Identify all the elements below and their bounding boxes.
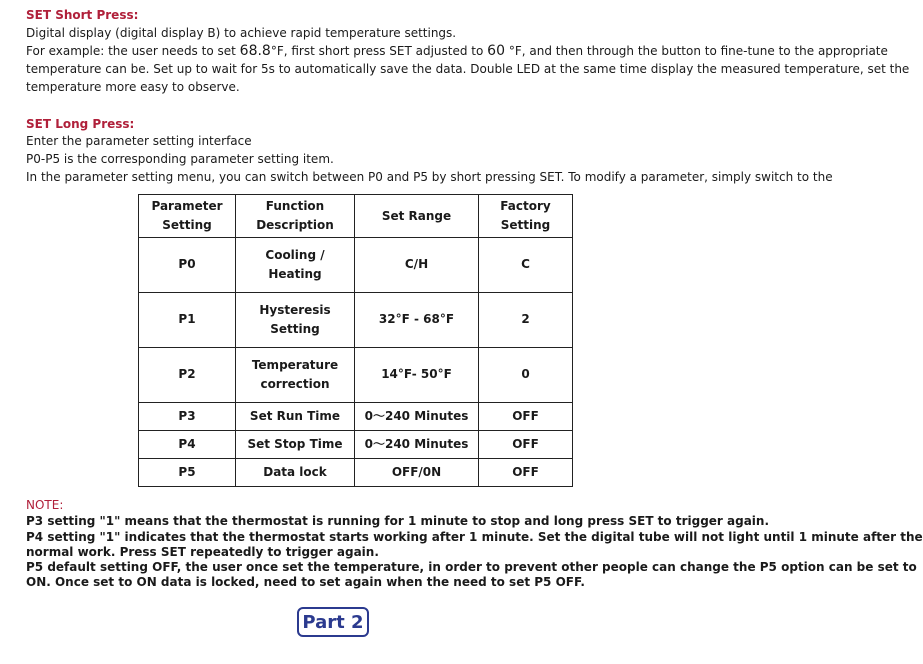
table-row [139, 238, 573, 293]
desc-cell: Cooling / Heating [236, 238, 355, 293]
param-cell: P0 [139, 238, 236, 293]
long-press-line: P0-P5 is the corresponding parameter setting item. [26, 152, 334, 166]
note-line: normal work. Press SET repeatedly to trigger again. [26, 545, 379, 559]
table-row [139, 430, 573, 458]
example-value: 68.8 [239, 43, 271, 59]
table-header-row [139, 195, 573, 238]
table-row [139, 458, 573, 486]
example-text: , first short press SET adjusted to [283, 44, 484, 58]
desc-cell: Hysteresis Setting [236, 292, 355, 347]
table-row [139, 347, 573, 402]
long-press-line: In the parameter setting menu, you can switch between P0 and P5 by short pressing SET. To modify a parameter, simply switch to the [26, 170, 833, 184]
part-2-badge: Part 2 [297, 607, 369, 637]
note-line: P5 default setting OFF, the user once set the temperature, in order to prevent other people can change the P5 option can be set to [26, 560, 917, 574]
long-press-line: Enter the parameter setting interface [26, 134, 252, 148]
factory-cell: OFF [479, 458, 573, 486]
factory-cell: 2 [479, 292, 573, 347]
short-press-example [26, 42, 888, 60]
short-press-line: Digital display (digital display B) to achieve rapid temperature settings. [26, 26, 457, 40]
table-row [139, 402, 573, 430]
example-unit: °F [508, 44, 522, 58]
range-cell: 0～240 Minutes [355, 430, 479, 458]
desc-cell: Data lock [236, 458, 355, 486]
note-line: ON. Once set to ON data is locked, need to set again when the need to set P5 OFF. [26, 575, 585, 589]
example-text: , and then through the button to fine-tune to the appropriate [521, 44, 888, 58]
header-cell: Set Range [355, 195, 479, 238]
short-press-line: temperature can be. Set up to wait for 5s to automatically save the data. Double LED at the same time display the measured temperature, set the [26, 62, 910, 76]
desc-cell: Temperature correction [236, 347, 355, 402]
range-cell: C/H [355, 238, 479, 293]
header-cell: Function Description [236, 195, 355, 238]
header-cell: Parameter Setting [139, 195, 236, 238]
range-cell: 0～240 Minutes [355, 402, 479, 430]
short-press-line: temperature more easy to observe. [26, 80, 240, 94]
table-row [139, 292, 573, 347]
long-press-heading: SET Long Press: [26, 117, 135, 131]
param-cell: P5 [139, 458, 236, 486]
param-cell: P4 [139, 430, 236, 458]
factory-cell: OFF [479, 430, 573, 458]
short-press-heading: SET Short Press: [26, 8, 139, 22]
range-cell: 32°F - 68°F [355, 292, 479, 347]
factory-cell: C [479, 238, 573, 293]
param-cell: P3 [139, 402, 236, 430]
factory-cell: OFF [479, 402, 573, 430]
note-line: P3 setting "1" means that the thermostat is running for 1 minute to stop and long press SET to trigger again. [26, 514, 770, 528]
note-heading: NOTE: [26, 498, 64, 512]
desc-cell: Set Run Time [236, 402, 355, 430]
parameter-table [138, 194, 573, 487]
range-cell: OFF/0N [355, 458, 479, 486]
example-unit: °F [270, 44, 284, 58]
header-cell: Factory Setting [479, 195, 573, 238]
example-text: For example: the user needs to set [26, 44, 236, 58]
range-cell: 14°F- 50°F [355, 347, 479, 402]
param-cell: P2 [139, 347, 236, 402]
example-value: 60 [487, 43, 505, 59]
note-line: P4 setting "1" indicates that the thermostat starts working after 1 minute. Set the digital tube will not light until 1 minute after the [26, 530, 923, 544]
desc-cell: Set Stop Time [236, 430, 355, 458]
param-cell: P1 [139, 292, 236, 347]
factory-cell: 0 [479, 347, 573, 402]
